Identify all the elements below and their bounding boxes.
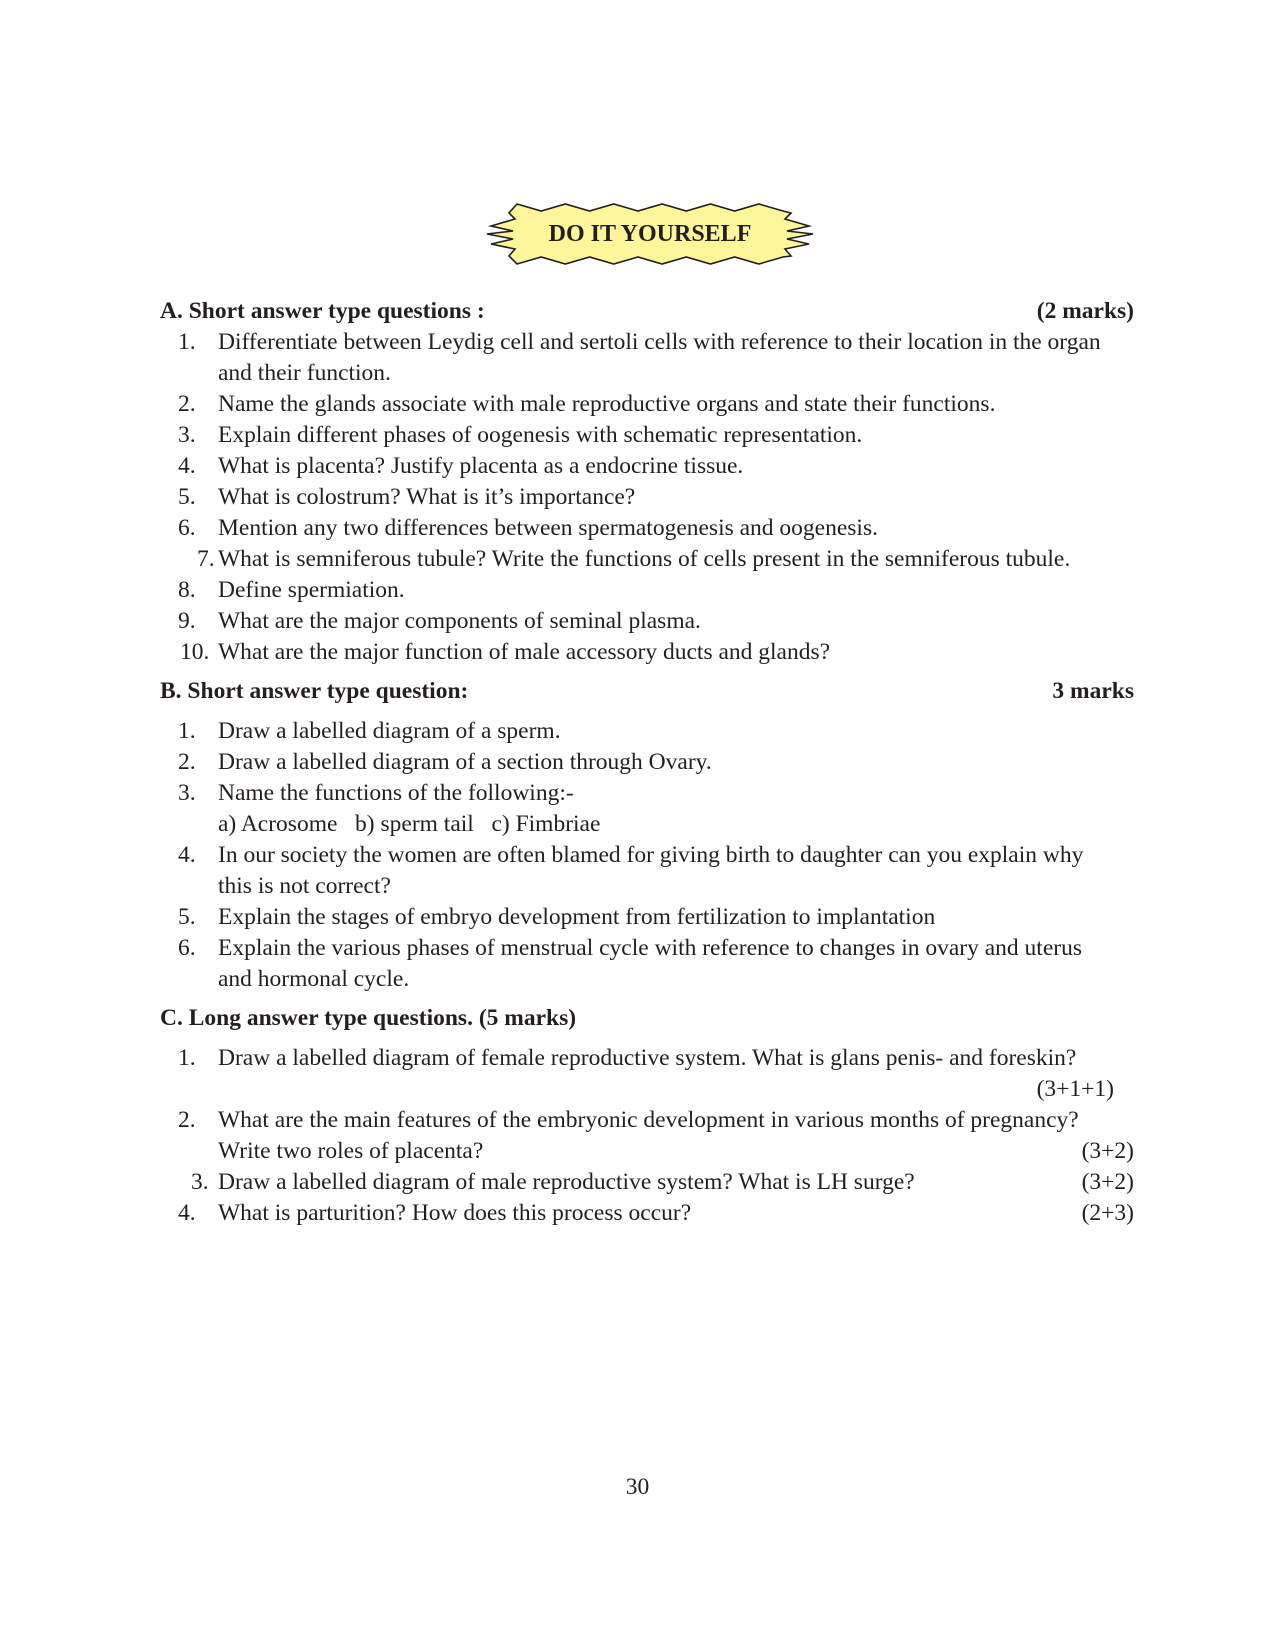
question-text: What are the major function of male accessory ducts and glands? [218, 639, 831, 665]
section-b-marks: 3 marks [1052, 678, 1134, 704]
section-c-title: C. Long answer type questions. (5 marks) [160, 1005, 577, 1031]
list-item [160, 327, 1134, 389]
question-text: Explain the stages of embryo development from fertilization to implantation [218, 904, 936, 930]
question-text: Draw a labelled diagram of a sperm. [218, 718, 561, 744]
do-it-yourself-banner [485, 196, 815, 272]
section-a-question-list [160, 327, 1134, 668]
page-number: 30 [625, 1474, 650, 1500]
list-item [160, 513, 1134, 544]
list-item [160, 1167, 1134, 1198]
question-text: What are the main features of the embryonic development in various months of pregnancy? [218, 1107, 1079, 1133]
question-marks: (2+3) [1081, 1200, 1134, 1226]
banner-title: DO IT YOURSELF [548, 221, 752, 247]
list-item [160, 1105, 1134, 1167]
question-text: Mention any two differences between spermatogenesis and oogenesis. [218, 515, 878, 541]
question-number: 9. [178, 608, 196, 634]
list-item [160, 389, 1134, 420]
list-item [160, 840, 1134, 902]
section-a-title: A. Short answer type questions : [160, 298, 485, 324]
question-text: What is semniferous tubule? Write the functions of cells present in the semniferous tubule. [218, 546, 1071, 572]
question-number: 5. [178, 904, 196, 930]
question-text: Draw a labelled diagram of a section through Ovary. [218, 749, 712, 775]
question-number: 4. [178, 453, 196, 479]
question-text: What are the major components of seminal plasma. [218, 608, 701, 634]
question-number: 3. [178, 780, 196, 806]
list-item [160, 575, 1134, 606]
list-item [160, 933, 1134, 995]
question-number: 7. [197, 546, 215, 572]
question-text: In our society the women are often blamed for giving birth to daughter can you explain why [218, 842, 1084, 868]
question-number: 2. [178, 391, 196, 417]
section-a-heading [160, 296, 1134, 327]
section-a-marks: (2 marks) [1036, 298, 1134, 324]
question-text-continued: this is not correct? [218, 873, 391, 899]
list-item [160, 778, 1134, 840]
question-text: Define spermiation. [218, 577, 405, 603]
list-item [160, 606, 1134, 637]
question-number: 1. [178, 329, 196, 355]
list-item [160, 637, 1134, 668]
list-item [160, 747, 1134, 778]
question-number: 5. [178, 484, 196, 510]
question-number: 10. [180, 639, 210, 665]
question-options: a) Acrosome b) sperm tail c) Fimbriae [218, 811, 601, 837]
question-text: Name the glands associate with male reproductive organs and state their functions. [218, 391, 996, 417]
question-text: What is placenta? Justify placenta as a endocrine tissue. [218, 453, 744, 479]
question-number: 2. [178, 1107, 196, 1133]
list-item [160, 716, 1134, 747]
list-item [160, 1043, 1134, 1105]
question-number: 6. [178, 515, 196, 541]
question-content [160, 296, 1134, 1229]
list-item [160, 1198, 1134, 1229]
question-text: What is parturition? How does this process occur? [218, 1200, 692, 1226]
question-text-continued: Write two roles of placenta? [218, 1138, 484, 1164]
question-text: Explain the various phases of menstrual cycle with reference to changes in ovary and uterus [218, 935, 1082, 961]
question-marks: (3+1+1) [1036, 1076, 1114, 1102]
question-number: 6. [178, 935, 196, 961]
question-marks: (3+2) [1081, 1138, 1134, 1164]
section-c-question-list [160, 1043, 1134, 1229]
list-item [160, 482, 1134, 513]
list-item [160, 544, 1134, 575]
question-text: Draw a labelled diagram of male reproductive system? What is LH surge? [218, 1169, 915, 1195]
question-number: 1. [178, 1045, 196, 1071]
question-marks: (3+2) [1081, 1169, 1134, 1195]
list-item [160, 902, 1134, 933]
section-b-heading [160, 676, 1134, 707]
section-c-heading [160, 1003, 1134, 1034]
question-text: Explain different phases of oogenesis with schematic representation. [218, 422, 863, 448]
question-text-continued: and their function. [218, 360, 391, 386]
question-text: Differentiate between Leydig cell and sertoli cells with reference to their location in the organ [218, 329, 1101, 355]
section-b-title: B. Short answer type question: [160, 678, 469, 704]
section-b-question-list [160, 716, 1134, 995]
question-number: 4. [178, 842, 196, 868]
question-text-continued: and hormonal cycle. [218, 966, 410, 992]
list-item [160, 420, 1134, 451]
question-number: 1. [178, 718, 196, 744]
list-item [160, 451, 1134, 482]
question-text: Draw a labelled diagram of female reproductive system. What is glans penis- and foreskin? [218, 1045, 1077, 1071]
question-number: 8. [178, 577, 196, 603]
question-number: 3. [178, 422, 196, 448]
question-number: 3. [191, 1169, 209, 1195]
question-text: What is colostrum? What is it’s importance? [218, 484, 636, 510]
question-number: 2. [178, 749, 196, 775]
question-text: Name the functions of the following:- [218, 780, 574, 806]
question-number: 4. [178, 1200, 196, 1226]
